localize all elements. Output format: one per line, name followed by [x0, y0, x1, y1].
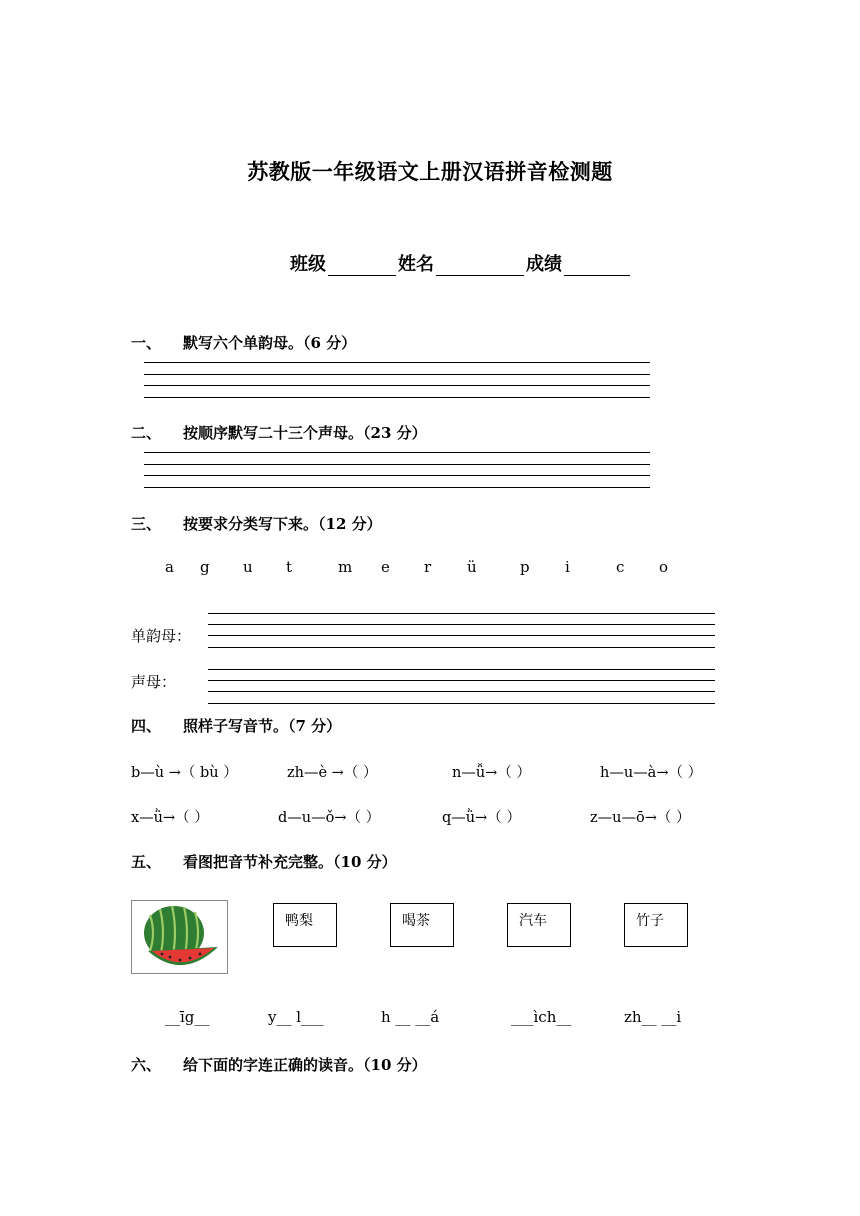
student-info-line: [290, 250, 632, 276]
section-number: 六、: [131, 1056, 162, 1074]
letter: m: [338, 558, 353, 576]
picture-box-label: 喝茶: [402, 913, 430, 929]
picture-box-pear: [273, 903, 337, 947]
letter: a: [165, 558, 174, 576]
letter: u: [243, 558, 253, 576]
syllable-item: zh—è →（ ）: [287, 765, 378, 781]
section-2-heading: [131, 422, 427, 443]
picture-box-label: 汽车: [519, 913, 547, 929]
section-1-heading: [131, 332, 356, 353]
picture-box-bamboo: [624, 903, 688, 947]
fill-blank-item[interactable]: zh__ __i: [624, 1008, 682, 1026]
class-blank[interactable]: [328, 255, 396, 276]
letter: c: [616, 558, 625, 576]
fill-blank-item[interactable]: h __ __á: [381, 1008, 440, 1026]
section-4-heading: [131, 715, 341, 736]
section-text: 按顺序默写二十三个声母。（23 分）: [183, 424, 427, 442]
letter: r: [424, 558, 432, 576]
name-blank[interactable]: [436, 255, 524, 276]
section-text: 照样子写音节。（7 分）: [183, 717, 342, 735]
section-text: 给下面的字连正确的读音。（10 分）: [183, 1056, 427, 1074]
letter: i: [565, 558, 570, 576]
fill-blank-item[interactable]: y__ l___: [268, 1008, 324, 1026]
page-title: 苏教版一年级语文上册汉语拼音检测题: [247, 159, 613, 184]
letter: g: [200, 558, 210, 576]
score-blank[interactable]: [564, 255, 630, 276]
section-text: 看图把音节补充完整。（10 分）: [183, 853, 397, 871]
letter: o: [659, 558, 669, 576]
section-number: 四、: [131, 717, 162, 735]
initials-label: 声母：: [131, 673, 177, 691]
picture-box-tea: [390, 903, 454, 947]
section-number: 二、: [131, 424, 162, 442]
name-label: 姓名: [398, 254, 434, 275]
letter: t: [286, 558, 293, 576]
section-number: 三、: [131, 515, 162, 533]
section-text: 按要求分类写下来。（12 分）: [183, 515, 382, 533]
section-number: 五、: [131, 853, 162, 871]
syllable-item: b—ù →（ bù ）: [131, 765, 238, 781]
letter: p: [520, 558, 530, 576]
letter: ü: [467, 558, 477, 576]
syllable-item: h—u—à→（ ）: [600, 765, 703, 781]
fill-blank-item[interactable]: ___ìch__: [511, 1008, 572, 1026]
section-6-heading: [131, 1054, 427, 1075]
picture-box-label: 鸭梨: [285, 913, 313, 929]
watermelon-icon: [131, 900, 228, 974]
section-3-heading: [131, 513, 382, 534]
class-label: 班级: [290, 254, 326, 275]
section-number: 一、: [131, 334, 162, 352]
syllable-item: q—ǜ→（ ）: [442, 810, 521, 826]
section-5-heading: [131, 851, 397, 872]
fill-blank-item[interactable]: __īg__: [165, 1008, 210, 1026]
vowels-label: 单韵母：: [131, 627, 192, 645]
syllable-item: d—u—ǒ→（ ）: [278, 810, 381, 826]
syllable-item: x—ǜ→（ ）: [131, 810, 209, 826]
letter: e: [381, 558, 390, 576]
picture-box-car: [507, 903, 571, 947]
picture-box-label: 竹子: [636, 913, 664, 929]
syllable-item: z—u—ō→（ ）: [590, 810, 691, 826]
syllable-item: n—ǚ→（ ）: [452, 765, 531, 781]
score-label: 成绩: [526, 254, 562, 275]
section-text: 默写六个单韵母。（6 分）: [183, 334, 357, 352]
